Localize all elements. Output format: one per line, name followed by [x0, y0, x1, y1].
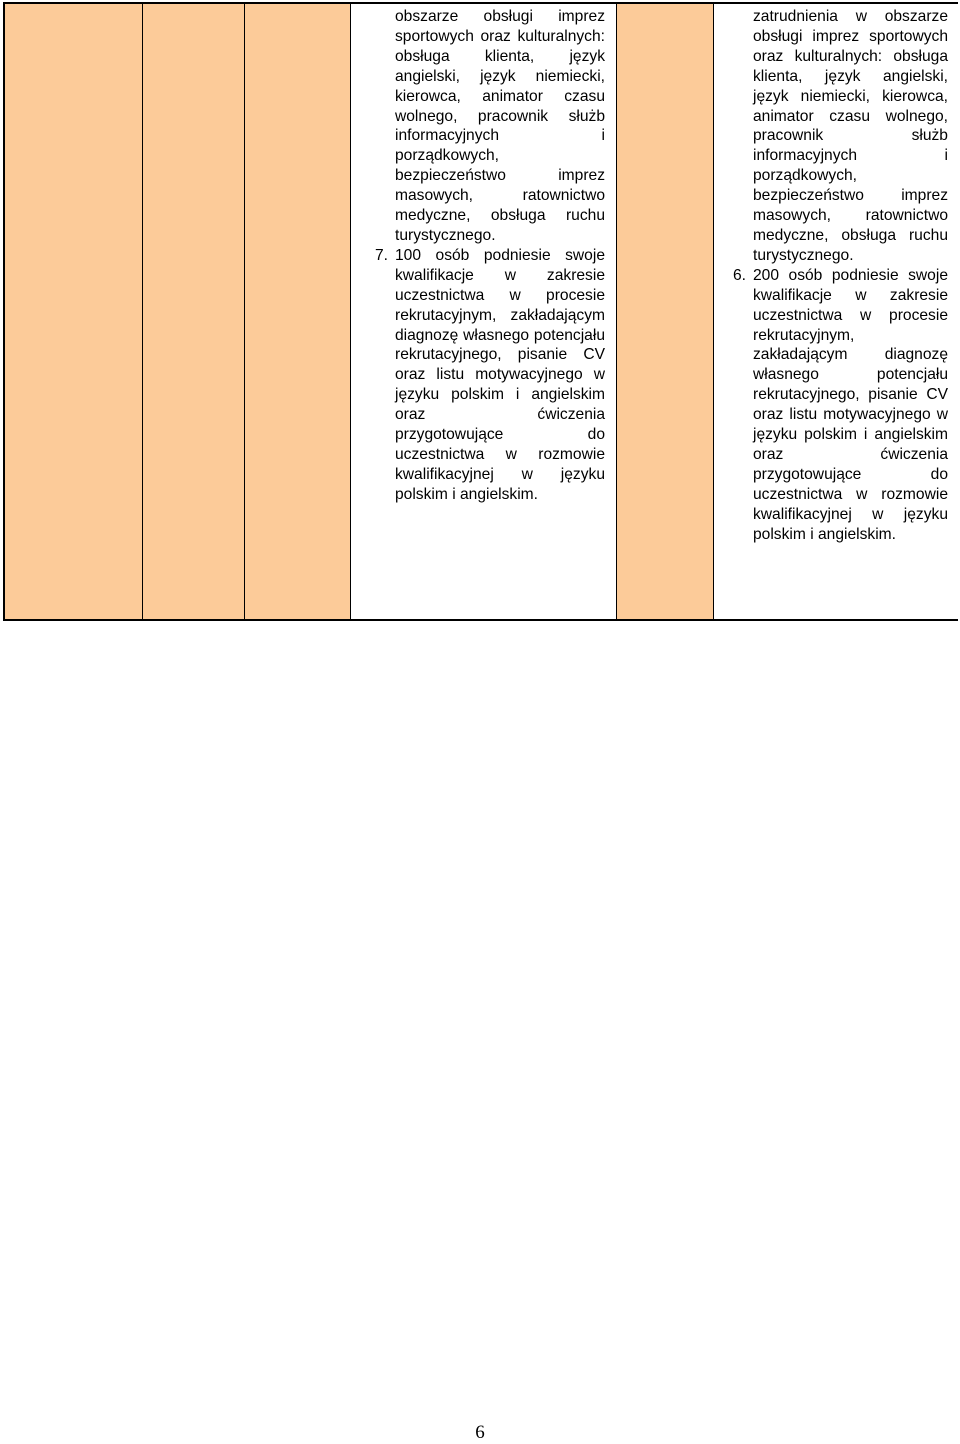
list-item-number: 6. — [732, 266, 746, 284]
table-column-2 — [142, 4, 244, 619]
right-continuation-text: zatrudnienia w obszarze obsługi imprez sportowych oraz kulturalnych: obsługa klienta, język angielski, język niemiecki, kierowca, animator czasu wolnego, pracownik służb informacyjnych i porządkowych, bezpieczeństwo imprez masowych, ratownictwo medyczne, obsługa ruchu turystycznego. — [753, 8, 948, 264]
list-item-number: 7. — [374, 246, 388, 264]
column-divider — [350, 4, 351, 619]
left-description-cell — [374, 7, 605, 505]
column-divider — [244, 4, 245, 619]
list-item-text: 200 osób podniesie swoje kwalifikacje w zakresie uczestnictwa w procesie rekrutacyjnym, zakładającym diagnozę własnego potencjału rekrutacyjnego, pisanie CV oraz listu motywacyjnego w języku polskim i angielskim oraz ćwiczenia przygotowujące do uczestnictwa w rozmowie kwalifikacyjnej w języku polskim i angielskim. — [753, 266, 948, 543]
table-column-3 — [244, 4, 350, 619]
list-item — [374, 246, 605, 505]
table-column-5 — [616, 4, 713, 619]
column-divider — [142, 4, 143, 619]
table-column-1 — [5, 4, 142, 619]
table-continuation — [3, 2, 958, 621]
page-number: 6 — [475, 1422, 485, 1443]
list-item-text: 100 osób podniesie swoje kwalifikacje w zakresie uczestnictwa w procesie rekrutacyjnym, zakładającym diagnozę własnego potencjału rekrutacyjnego, pisanie CV oraz listu motywacyjnego w języku polskim i angielskim oraz ćwiczenia przygotowujące do uczestnictwa w rozmowie kwalifikacyjnej w języku polskim i angielskim. — [395, 246, 605, 503]
column-divider — [713, 4, 714, 619]
right-description-cell — [732, 7, 948, 544]
list-item — [732, 266, 948, 545]
left-continuation-text: obszarze obsługi imprez sportowych oraz kulturalnych: obsługa klienta, język angielski, język niemiecki, kierowca, animator czasu wolnego, pracownik służb informacyjnych i porządkowych, bezpieczeństwo imprez masowych, ratownictwo medyczne, obsługa ruchu turystycznego. — [395, 8, 605, 244]
column-divider — [616, 4, 617, 619]
